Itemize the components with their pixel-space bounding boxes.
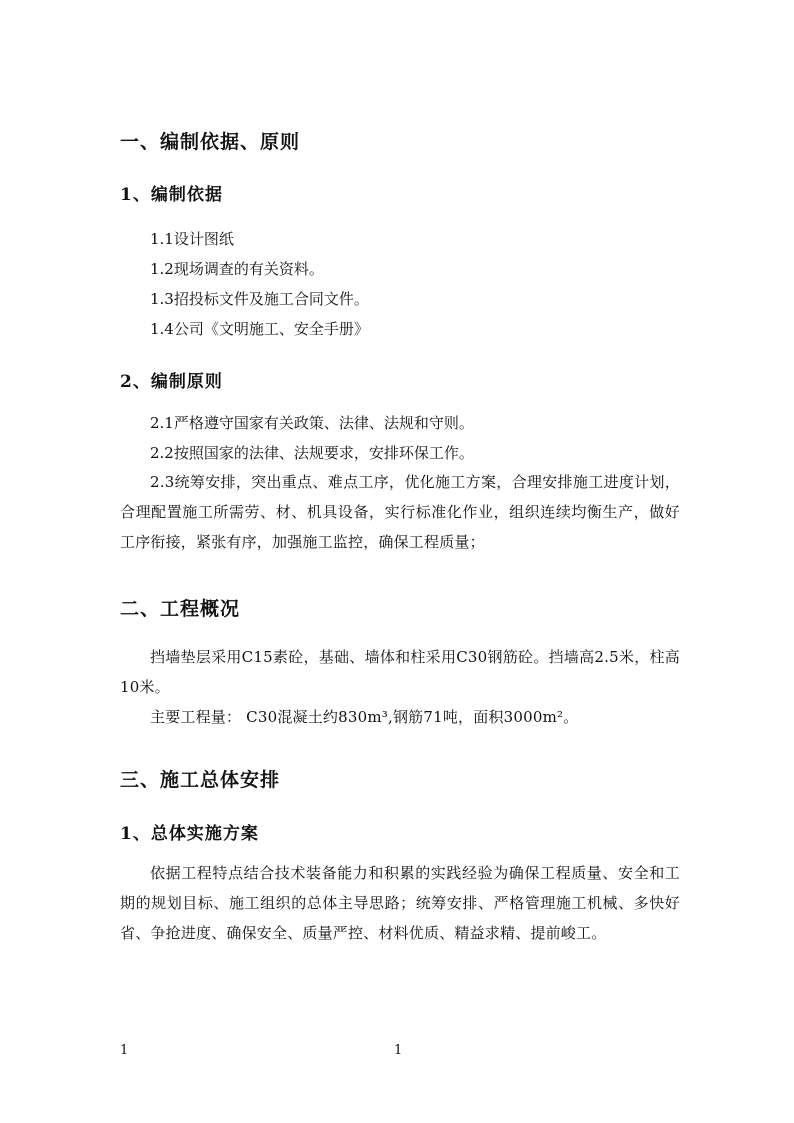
implementation-paragraph: 依据工程特点结合技术装备能力和积累的实践经验为确保工程质量、安全和工期的规划目标、施工组织的总体主导思路；统筹安排、严格管理施工机械、多快好省、争抢进度、确保安全、质量严控、材料优质、精益求精、提前峻工。 bbox=[120, 864, 680, 942]
implementation-heading: 1、总体实施方案 bbox=[120, 824, 259, 844]
basis-item-2: 1.2现场调查的有关资料。 bbox=[150, 260, 324, 278]
basis-item-4: 1.4公司《文明施工、安全手册》 bbox=[150, 320, 369, 338]
quantities-paragraph: 主要工程量： C30混凝土约830m³,钢筋71吨，面积3000m²。 bbox=[150, 708, 579, 726]
section-1-heading: 一、编制依据、原则 bbox=[120, 131, 301, 153]
basis-item-3: 1.3招投标文件及施工合同文件。 bbox=[150, 290, 369, 308]
section-3-heading: 三、施工总体安排 bbox=[120, 769, 281, 791]
principle-item-1: 2.1严格遵守国家有关政策、法律、法规和守则。 bbox=[150, 414, 474, 432]
principle-item-2: 2.2按照国家的法律、法规要求，安排环保工作。 bbox=[150, 444, 474, 462]
principle-heading: 2、编制原则 bbox=[120, 372, 223, 392]
section-2-heading: 二、工程概况 bbox=[120, 598, 241, 620]
overview-paragraph: 挡墙垫层采用C15素砼，基础、墙体和柱采用C30钢筋砼。挡墙高2.5米，柱高10米。 bbox=[120, 648, 680, 696]
basis-heading: 1、编制依据 bbox=[120, 185, 223, 205]
footer-page-number-left: 1 bbox=[120, 1043, 129, 1058]
footer-page-number-center: 1 bbox=[394, 1043, 403, 1058]
principle-item-3-paragraph: 2.3统筹安排，突出重点、难点工序，优化施工方案，合理安排施工进度计划，合理配置施工所需劳、材、机具设备，实行标准化作业，组织连续均衡生产，做好工序衔接，紧张有序，加强施工监控，确保工程质量； bbox=[120, 473, 680, 551]
basis-item-1: 1.1设计图纸 bbox=[150, 230, 234, 248]
